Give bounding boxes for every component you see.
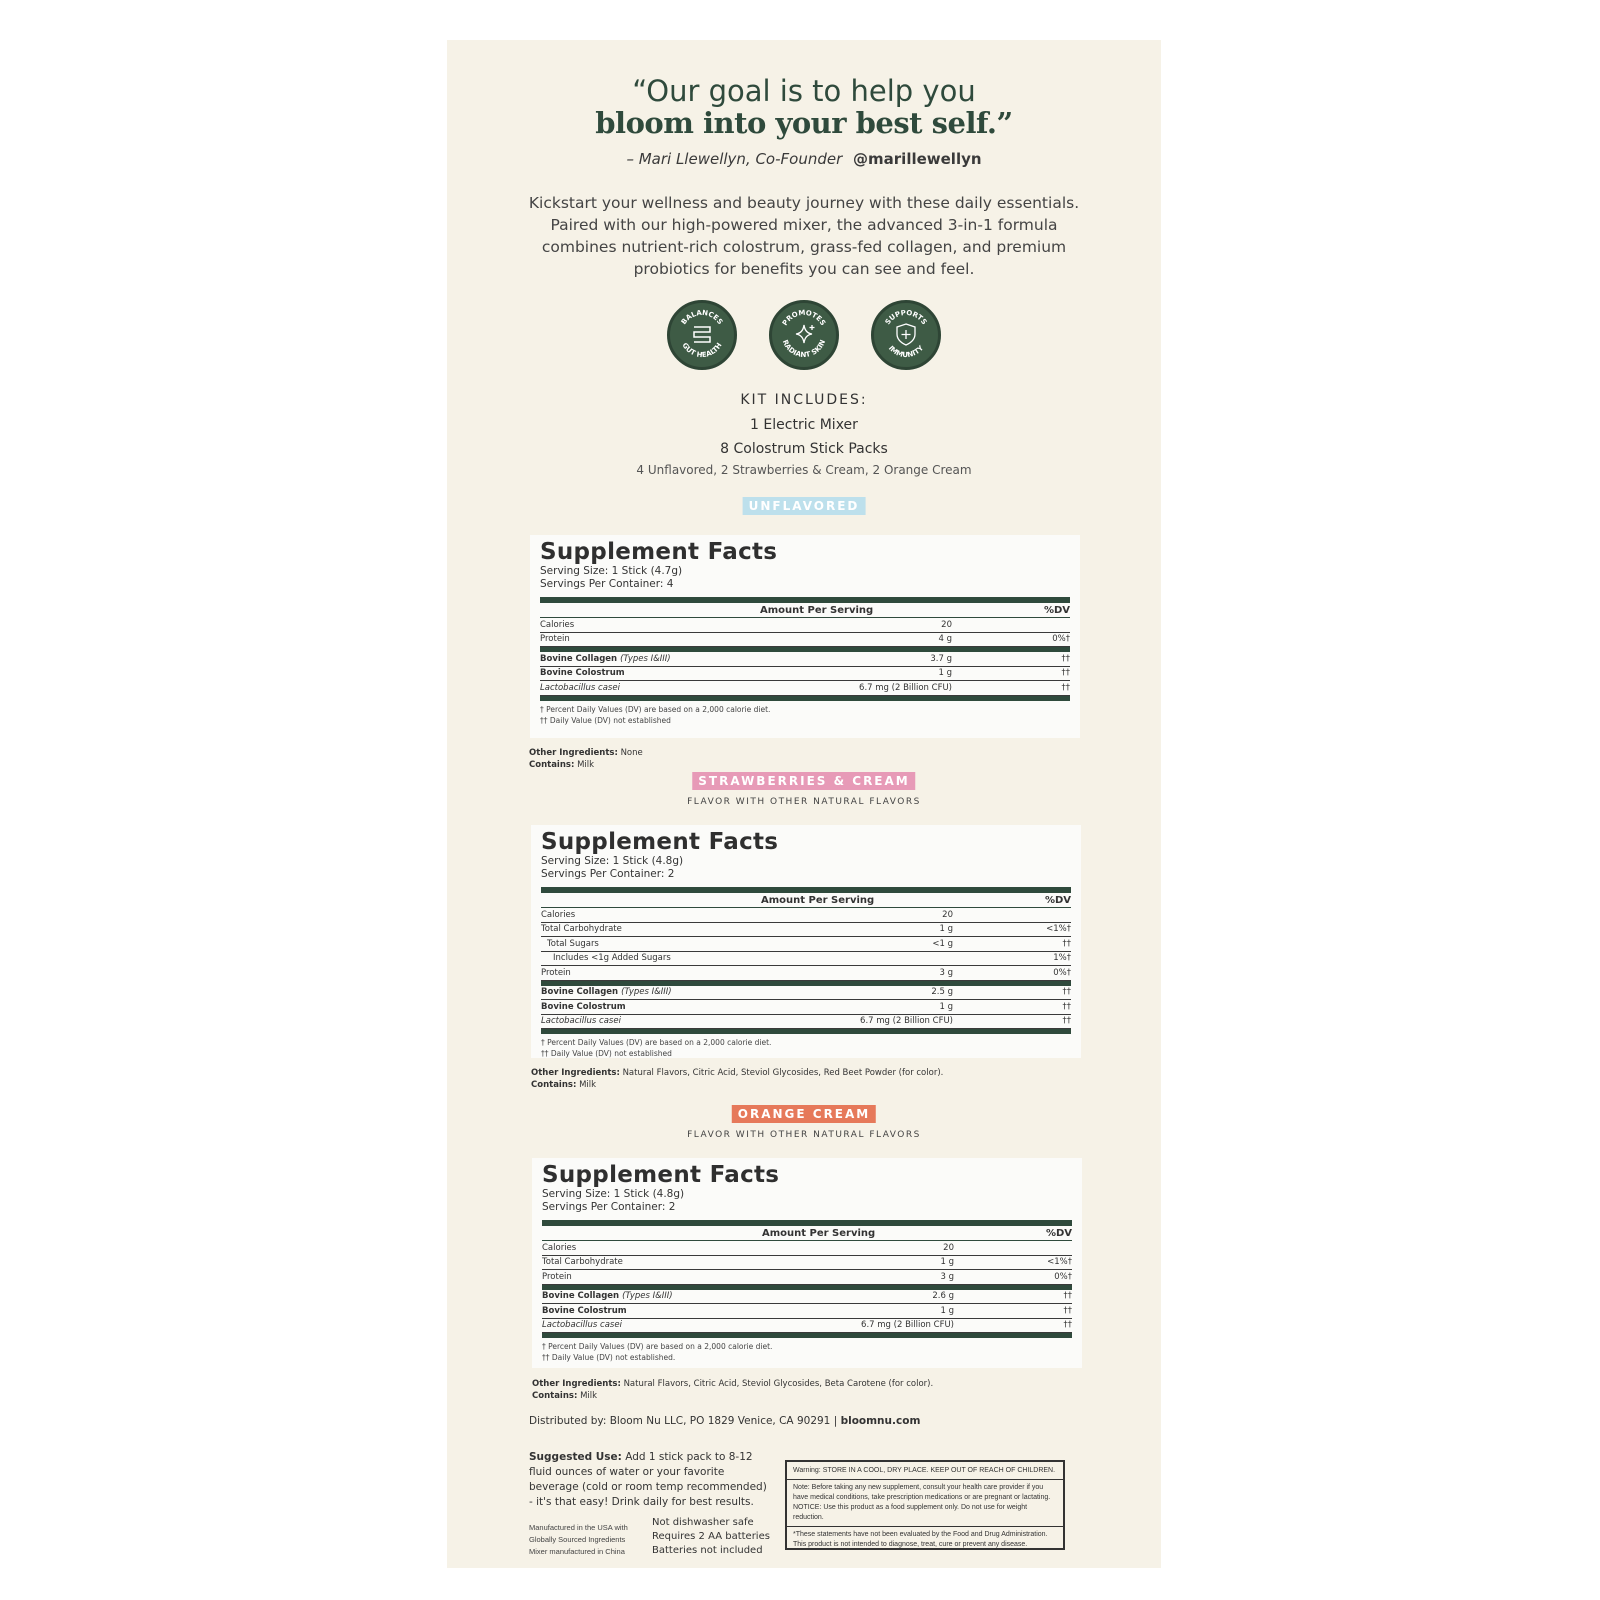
- svg-text:GUT HEALTH: [680, 341, 723, 359]
- fda-disclaimer: *These statements have not been evaluated by the Food and Drug Administration. This product is not intended to diagnose, treat, cure or prevent any disease.: [793, 1531, 1048, 1548]
- gut-icon: [694, 327, 710, 342]
- badge-gut-health: [667, 300, 737, 370]
- attribution-name: – Mari Llewellyn, Co-Founder: [626, 150, 843, 168]
- serving-size: Serving Size: 1 Stick (4.7g): [540, 565, 683, 577]
- warning-storage: Warning: STORE IN A COOL, DRY PLACE. KEEP OUT OF REACH OF CHILDREN.: [793, 1467, 1056, 1474]
- facts-row: Total Sugars <1 g ††: [541, 937, 1071, 952]
- facts-row: Calories 20: [540, 618, 1070, 633]
- facts-title: Supplement Facts: [541, 829, 779, 855]
- dv-header: %DV: [1045, 1227, 1072, 1239]
- flavor-label-unflavored: UNFLAVORED: [743, 497, 866, 515]
- dv-header: %DV: [1044, 894, 1071, 906]
- intro-paragraph: Kickstart your wellness and beauty journey with these daily essentials. Paired with our high-powered mixer, the advanced 3-in-1 formula combines nutrient-rich colostrum, grass-fed collagen, and premium probiotics for benefits you can see and feel.: [528, 194, 1080, 278]
- facts-title: Supplement Facts: [542, 1162, 780, 1188]
- other-ingredients-unflavored: Other Ingredients: None Contains: Milk: [529, 748, 643, 770]
- servings-per-container: Servings Per Container: 4: [540, 578, 674, 590]
- warning-note: Note: Before taking any new supplement, consult your health care provider if you have medical conditions, take prescription medications or are pregnant or lactating.: [793, 1484, 1051, 1501]
- supplement-facts-orange: [532, 1158, 1082, 1368]
- svg-text:IMMUNITY: [887, 343, 926, 359]
- facts-row-lacto: Lactobacillus casei 6.7 mg (2 Billion CFU) ††: [541, 1015, 1071, 1030]
- warning-box: [785, 1460, 1065, 1550]
- facts-row: Calories 20: [541, 908, 1071, 923]
- servings-per-container: Servings Per Container: 2: [541, 868, 675, 880]
- badge-2-bottom: RADIANT SKIN: [780, 338, 828, 360]
- kit-includes-title: KIT INCLUDES:: [740, 392, 868, 408]
- warning-notice: NOTICE: Use this product as a food supplement only. Do not use for weight reduction.: [793, 1504, 1028, 1521]
- facts-row-collagen: Bovine Collagen (Types I&III) 3.7 g ††: [540, 652, 1070, 667]
- package-back-panel: [447, 40, 1161, 1568]
- svg-text:BALANCES: [680, 309, 724, 326]
- sparkle-icon: [796, 325, 815, 343]
- facts-header: [540, 603, 1070, 618]
- badge-1-top: BALANCES: [679, 308, 725, 327]
- servings-per-container: Servings Per Container: 2: [542, 1201, 676, 1213]
- facts-footnotes: † Percent Daily Values (DV) are based on a 2,000 calorie diet. †† Daily Value (DV) not established.: [542, 1342, 773, 1362]
- facts-row-colostrum: Bovine Colostrum 1 g ††: [540, 667, 1070, 682]
- facts-row-collagen: Bovine Collagen (Types I&III) 2.5 g ††: [541, 986, 1071, 1001]
- facts-footnotes: † Percent Daily Values (DV) are based on a 2,000 calorie diet. †† Daily Value (DV) not established: [540, 704, 771, 725]
- svg-text:PROMOTES: [781, 309, 827, 327]
- facts-row: Protein 3 g 0%†: [542, 1270, 1072, 1285]
- flavor-note-orange: FLAVOR WITH OTHER NATURAL FLAVORS: [687, 1130, 921, 1140]
- facts-header: [542, 1226, 1072, 1241]
- amount-header: Amount Per Serving: [761, 894, 875, 906]
- quote-line-1: “Our goal is to help you: [632, 74, 976, 108]
- other-ingredients-strawberry: Other Ingredients: Natural Flavors, Citric Acid, Steviol Glycosides, Red Beet Powder (for color). Contains: Milk: [531, 1068, 944, 1090]
- benefit-badges: [447, 300, 1161, 370]
- shield-icon: [897, 324, 915, 345]
- facts-row: Total Carbohydrate 1 g <1%†: [542, 1256, 1072, 1271]
- badge-3-bottom: IMMUNITY: [886, 344, 926, 360]
- facts-row: Protein 4 g 0%†: [540, 633, 1070, 648]
- other-ingredients-orange: Other Ingredients: Natural Flavors, Citric Acid, Steviol Glycosides, Beta Carotene (for color). Contains: Milk: [532, 1379, 934, 1401]
- serving-size: Serving Size: 1 Stick (4.8g): [541, 855, 684, 867]
- amount-header: Amount Per Serving: [760, 604, 874, 616]
- kit-flavor-breakdown: 4 Unflavored, 2 Strawberries & Cream, 2 Orange Cream: [636, 463, 972, 477]
- badge-2-top: PROMOTES: [780, 308, 828, 328]
- serving-size: Serving Size: 1 Stick (4.8g): [542, 1188, 685, 1200]
- kit-item-stick-packs: 8 Colostrum Stick Packs: [720, 441, 888, 457]
- badge-immunity: [871, 300, 941, 370]
- quote-attribution: [447, 150, 1161, 168]
- badge-3-top: SUPPORTS: [883, 308, 929, 327]
- supplement-facts-strawberry: [531, 825, 1081, 1058]
- kit-item-mixer: 1 Electric Mixer: [750, 417, 858, 433]
- facts-row: Calories 20: [542, 1241, 1072, 1256]
- flavor-label-strawberry: STRAWBERRIES & CREAM: [692, 772, 915, 790]
- facts-row-lacto: Lactobacillus casei 6.7 mg (2 Billion CFU) ††: [542, 1319, 1072, 1334]
- facts-row-colostrum: Bovine Colostrum 1 g ††: [542, 1304, 1072, 1319]
- facts-row: Includes <1g Added Sugars 1%†: [541, 952, 1071, 967]
- badge-radiant-skin: [769, 300, 839, 370]
- flavor-label-orange: ORANGE CREAM: [732, 1105, 876, 1123]
- manufacturing-note: Manufactured in the USA with Globally Sourced Ingredients Mixer manufactured in China: [529, 1523, 628, 1556]
- website-link[interactable]: bloomnu.com: [840, 1415, 921, 1427]
- suggested-use: Suggested Use: Add 1 stick pack to 8-12 fluid ounces of water or your favorite beverage (cold or room temp recommended) - it's that easy! Drink daily for best results.: [529, 1451, 767, 1508]
- facts-row: Protein 3 g 0%†: [541, 966, 1071, 981]
- amount-header: Amount Per Serving: [762, 1227, 876, 1239]
- flavor-note-strawberry: FLAVOR WITH OTHER NATURAL FLAVORS: [687, 797, 921, 807]
- quote-line-2: bloom into your best self.”: [595, 106, 1013, 140]
- facts-footnotes: † Percent Daily Values (DV) are based on a 2,000 calorie diet. †† Daily Value (DV) not established: [541, 1038, 772, 1058]
- facts-row: Total Carbohydrate 1 g <1%†: [541, 923, 1071, 938]
- facts-row-collagen: Bovine Collagen (Types I&III) 2.6 g ††: [542, 1290, 1072, 1305]
- mixer-notes: Not dishwasher safe Requires 2 AA batteries Batteries not included: [652, 1517, 770, 1556]
- distributor-line: Distributed by: Bloom Nu LLC, PO 1829 Venice, CA 90291 | bloomnu.com: [529, 1415, 921, 1427]
- facts-row-colostrum: Bovine Colostrum 1 g ††: [541, 1000, 1071, 1015]
- instagram-handle: @marillewellyn: [853, 150, 982, 168]
- dv-header: %DV: [1043, 604, 1070, 616]
- facts-title: Supplement Facts: [540, 539, 778, 565]
- facts-header: [541, 893, 1071, 908]
- badge-1-bottom: GUT HEALTH: [680, 341, 724, 360]
- supplement-facts-unflavored: [530, 535, 1080, 738]
- facts-row-lacto: Lactobacillus casei 6.7 mg (2 Billion CFU) ††: [540, 681, 1070, 696]
